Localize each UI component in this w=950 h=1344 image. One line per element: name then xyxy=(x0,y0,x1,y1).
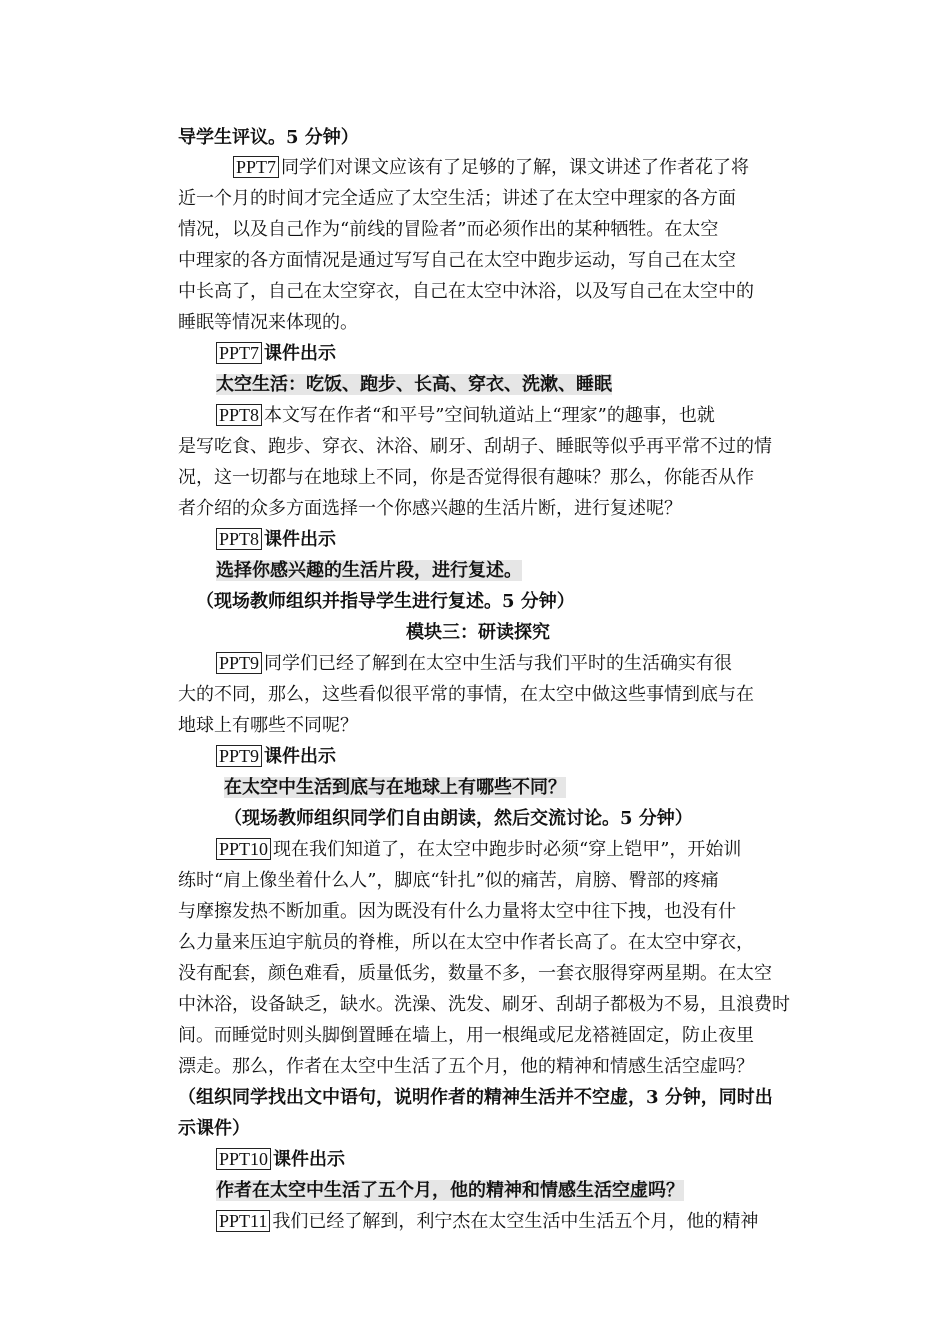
courseware-content: 作者在太空中生活了五个月，他的精神和情感生活空虚吗？ xyxy=(216,1180,684,1201)
text-line: 练时“肩上像坐着什么人”，脚底“针扎”似的痛苦，肩膀、臀部的疼痛 xyxy=(178,870,719,891)
text-line: 者介绍的众多方面选择一个你感兴趣的生活片断，进行复述呢？ xyxy=(178,498,682,519)
text-line: 没有配套，颜色难看，质量低劣，数量不多，一套衣服得穿两星期。在太空 xyxy=(178,963,772,984)
teacher-note: （现场教师组织同学们自由朗读，然后交流讨论。5 分钟） xyxy=(224,808,693,829)
ppt-tag: PPT10 xyxy=(216,1148,271,1170)
ppt-tag: PPT10 xyxy=(216,838,271,860)
courseware-content: 在太空中生活到底与在地球上有哪些不同？ xyxy=(224,777,566,798)
paragraph-ppt9: PPT9 同学们已经了解到在太空中生活与我们平时的生活确实有很 xyxy=(178,651,816,677)
courseware-label: PPT8 课件出示 xyxy=(178,527,816,553)
text-line: 间。而睡觉时则头脚倒置睡在墙上，用一根绳或尼龙褡裢固定，防止夜里 xyxy=(178,1025,754,1046)
courseware-content: 太空生活：吃饭、跑步、长高、穿衣、洗漱、睡眠 xyxy=(216,374,612,395)
text-line: 中长高了，自己在太空穿衣，自己在太空中沐浴，以及写自己在太空中的 xyxy=(178,281,754,302)
text-line xyxy=(178,125,778,151)
text-line: 大的不同，那么，这些看似很平常的事情，在太空中做这些事情到底与在 xyxy=(178,684,754,705)
text-line: 中理家的各方面情况是通过写写自己在太空中跑步运动，写自己在太空 xyxy=(178,250,736,271)
teacher-note: （现场教师组织并指导学生进行复述。5 分钟） xyxy=(196,591,575,612)
teacher-note: 示课件） xyxy=(178,1118,250,1139)
section-heading: 模块三：研读探究 xyxy=(406,622,550,643)
teacher-note: （组织同学找出文中语句，说明作者的精神生活并不空虚，3 分钟，同时出 xyxy=(178,1087,773,1108)
text-line: 是写吃食、跑步、穿衣、沐浴、刷牙、刮胡子、睡眠等似乎再平常不过的情 xyxy=(178,436,772,457)
text-line: 近一个月的时间才完全适应了太空生活；讲述了在太空中理家的各方面 xyxy=(178,188,736,209)
paragraph-ppt8: PPT8 本文写在作者“和平号”空间轨道站上“理家”的趣事，也就 xyxy=(178,403,816,429)
text-line: 睡眠等情况来体现的。 xyxy=(178,312,358,333)
paragraph-ppt10: PPT10 现在我们知道了，在太空中跑步时必须“穿上铠甲”，开始训 xyxy=(178,837,816,863)
ppt-tag: PPT7 xyxy=(216,342,262,364)
ppt-tag: PPT11 xyxy=(216,1210,270,1232)
text-line: 么力量来压迫宇航员的脊椎，所以在太空中作者长高了。在太空中穿衣， xyxy=(178,932,754,953)
ppt-tag: PPT8 xyxy=(216,404,262,426)
paragraph-ppt7 xyxy=(178,155,833,181)
text-line: 与摩擦发热不断加重。因为既没有什么力量将太空中往下拽，也没有什 xyxy=(178,901,736,922)
text-line: 漂走。那么，作者在太空中生活了五个月，他的精神和情感生活空虚吗？ xyxy=(178,1056,754,1077)
ppt-tag: PPT8 xyxy=(216,528,262,550)
text-line: 地球上有哪些不同呢？ xyxy=(178,715,358,736)
paragraph-ppt11: PPT11 我们已经了解到，利宁杰在太空生活中生活五个月，他的精神 xyxy=(178,1209,816,1235)
courseware-label: PPT9 课件出示 xyxy=(178,744,816,770)
text-line: 情况，以及自己作为“前线的冒险者”而必须作出的某种牺牲。在太空 xyxy=(178,219,719,240)
courseware-label: PPT10 课件出示 xyxy=(178,1147,816,1173)
line-text: 同学们对课文应该有了足够的了解，课文讲述了作者花了将 xyxy=(281,157,750,178)
line-text: 导学生评议。5 分钟） xyxy=(178,127,359,148)
ppt-tag: PPT7 xyxy=(233,156,279,178)
ppt-tag: PPT9 xyxy=(216,652,262,674)
courseware-content: 选择你感兴趣的生活片段，进行复述。 xyxy=(216,560,522,581)
text-line: 中沐浴，设备缺乏，缺水。洗澡、洗发、刷牙、刮胡子都极为不易，且浪费时 xyxy=(178,994,790,1015)
text-line: 况，这一切都与在地球上不同，你是否觉得很有趣味？那么，你能否从作 xyxy=(178,467,754,488)
ppt-tag: PPT9 xyxy=(216,745,262,767)
courseware-label: PPT7 课件出示 xyxy=(178,341,816,367)
